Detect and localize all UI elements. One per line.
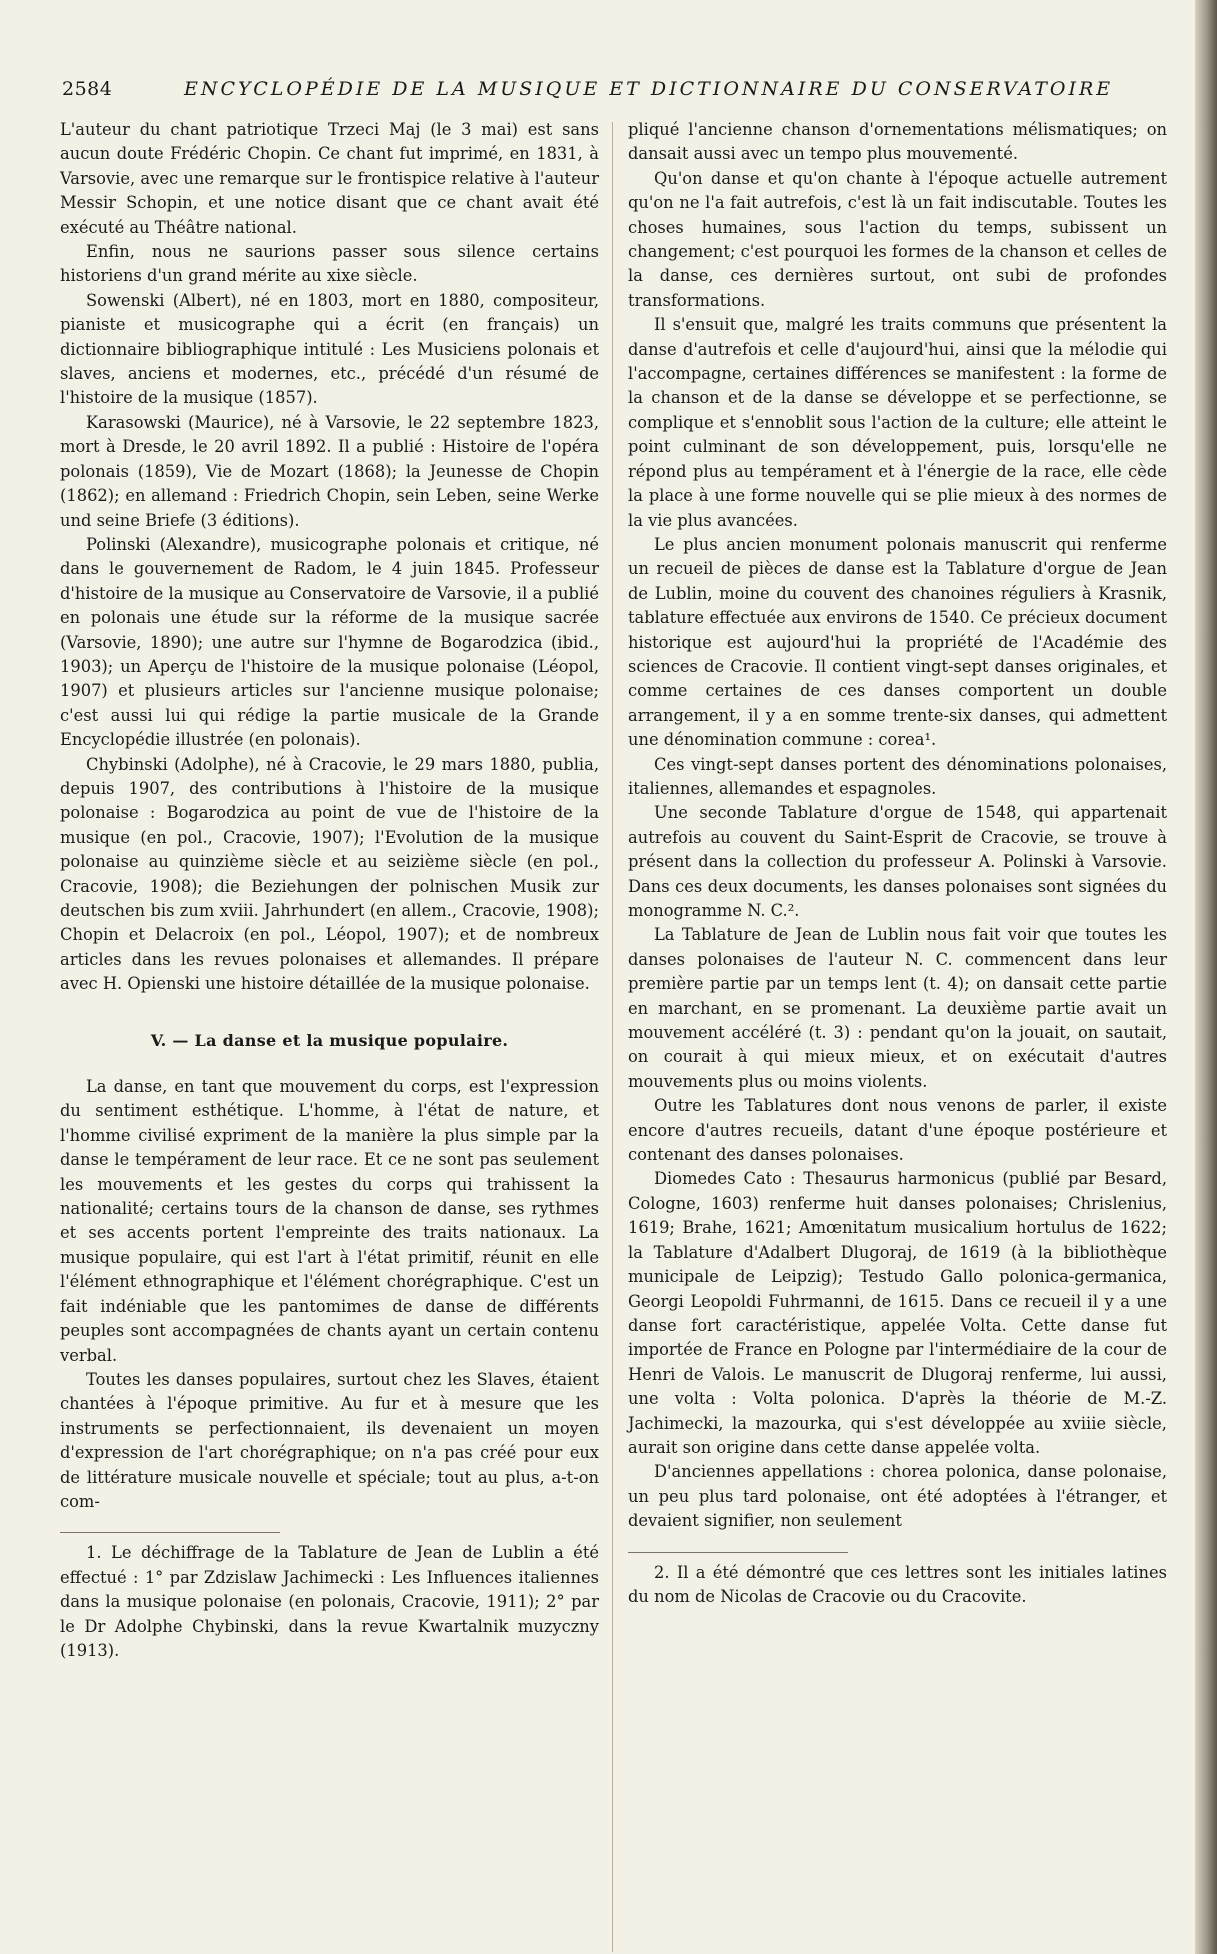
left-column — [60, 118, 599, 1663]
paragraph: Polinski (Alexandre), musicographe polonais et critique, né dans le gouvernement de Radom, le 4 juin 1845. Professeur d'histoire de la musique au Conservatoire de Varsovie, il a publié en polonais une étude sur la réforme de la musique sacrée (Varsovie, 1890); une autre sur l'hymne de Bogarodzica (ibid., 1903); un Aperçu de l'histoire de la musique polonaise (Léopol, 1907) et plusieurs articles sur l'ancienne musique polonaise; c'est aussi lui qui rédige la partie musicale de la Grande Encyclopédie illustrée (en polonais). — [60, 534, 599, 750]
paragraph: pliqué l'ancienne chanson d'ornementations mélismatiques; on dansait aussi avec un tempo plus mouvementé. — [628, 120, 1167, 164]
paragraph: La danse, en tant que mouvement du corps, est l'expression du sentiment esthétique. L'homme, à l'état de nature, et l'homme civilisé expriment de la manière la plus simple par la danse le tempérament de leur race. Et ce ne sont pas seulement les mouvements et les gestes du corps qui trahissent la nationalité; certains tours de la chanson de danse, ses rythmes et ses accents portent l'empreinte des traits nationaux. La musique populaire, qui est l'art à l'état primitif, réunit en elle l'élément ethnographique et l'élément chorégraphique. C'est un fait indéniable que les pantomimes de danse de différents peuples sont accompagnées de chants ayant un certain contenu verbal. — [60, 1077, 599, 1365]
paragraph: Qu'on danse et qu'on chante à l'époque actuelle autrement qu'on ne l'a fait autrefois, c'est là un fait indiscutable. Toutes les choses humaines, sous l'action du temps, subissent un changement; c'est pourquoi les formes de la chanson et celles de la danse, ces dernières surtout, ont subi de profondes transformations. — [628, 168, 1167, 310]
footnote-rule — [628, 1552, 848, 1553]
paragraph: Sowenski (Albert), né en 1803, mort en 1880, compositeur, pianiste et musicographe qui a écrit (en français) un dictionnaire bibliographique intitulé : Les Musiciens polonais et slaves, anciens et modernes, etc., précédé d'un résumé de l'histoire de la musique (1857). — [60, 290, 599, 408]
paragraph: Le plus ancien monument polonais manuscrit qui renferme un recueil de pièces de danse est la Tablature d'orgue de Jean de Lublin, moine du couvent des chanoines réguliers à Krasnik, tablature effectuée aux environs de 1540. Ce précieux document historique est aujourd'hui la propriété de l'Académie des sciences de Cracovie. Il contient vingt-sept danses originales, et comme certaines de ces danses comportent un double arrangement, il y a en somme trente-six danses, qui admettent une dénomination commune : corea¹. — [628, 534, 1167, 750]
paragraph: Toutes les danses populaires, surtout chez les Slaves, étaient chantées à l'époque primitive. Au fur et à mesure que les instruments se perfectionnaient, ils devenaient un moyen d'expression de l'art chorégraphique; on n'a pas créé pour eux de littérature musicale nouvelle et spéciale; tout au plus, a-t-on com- — [60, 1369, 599, 1511]
page-header — [62, 78, 1152, 108]
page-edge-shadow — [1195, 0, 1217, 1954]
paragraph: Enfin, nous ne saurions passer sous silence certains historiens d'un grand mérite au xixe siècle. — [60, 242, 599, 286]
right-column — [628, 118, 1167, 1609]
page-number: 2584 — [62, 78, 113, 100]
footnote: 1. Le déchiffrage de la Tablature de Jean de Lublin a été effectué : 1° par Zdzislaw Jachimecki : Les Influences italiennes dans la musique polonaise (en polonais, Cracovie, 1911); 2° par le Dr Adolphe Chybinski, dans la revue Kwartalnik muzyczny (1913). — [60, 1543, 599, 1660]
paragraph: D'anciennes appellations : chorea polonica, danse polonaise, un peu plus tard polonaise, ont été adoptées à l'étranger, et devaient signifier, non seulement — [628, 1462, 1167, 1531]
running-title: ENCYCLOPÉDIE DE LA MUSIQUE ET DICTIONNAIRE DU CONSERVATOIRE — [184, 78, 1114, 100]
paragraph: Diomedes Cato : Thesaurus harmonicus (publié par Besard, Cologne, 1603) renferme huit danses polonaises; Chrislenius, 1619; Brahe, 1621; Amœnitatum musicalium hortulus de 1622; la Tablature d'Adalbert Dlugoraj, de 1619 (à la bibliothèque municipale de Leipzig); Testudo Gallo polonica-germanica, Georgi Leopoldi Fuhrmanni, de 1615. Dans ce recueil il y a une danse fort caractéristique, appelée Volta. Cette danse fut importée de France en Pologne par l'intermédiaire de la cour de Henri de Valois. Le manuscrit de Dlugoraj renferme, lui aussi, une volta : Volta polonica. D'après la théorie de M.-Z. Jachimecki, la mazourka, qui s'est développée au xviiie siècle, aurait son origine dans cette danse appelée volta. — [628, 1169, 1167, 1457]
paragraph: Karasowski (Maurice), né à Varsovie, le 22 septembre 1823, mort à Dresde, le 20 avril 1892. Il a publié : Histoire de l'opéra polonais (1859), Vie de Mozart (1868); la Jeunesse de Chopin (1862); en allemand : Friedrich Chopin, sein Leben, seine Werke und seine Briefe (3 éditions). — [60, 412, 599, 530]
footnote: 2. Il a été démontré que ces lettres sont les initiales latines du nom de Nicolas de Cracovie ou du Cracovite. — [628, 1562, 1167, 1606]
section-title: V. — La danse et la musique populaire. — [150, 1030, 509, 1050]
paragraph: Chybinski (Adolphe), né à Cracovie, le 29 mars 1880, publia, depuis 1907, des contributions à l'histoire de la musique polonaise : Bogarodzica au point de vue de l'histoire de la musique (en pol., Cracovie, 1907); l'Evolution de la musique polonaise au quinzième siècle et au seizième siècle (en pol., Cracovie, 1908); die Beziehungen der polnischen Musik zur deutschen bis zum xviii. Jahrhundert (en allem., Cracovie, 1908); Chopin et Delacroix (en pol., Léopol, 1907); et de nombreux articles dans les revues polonaises et allemandes. Il prépare avec H. Opienski une histoire détaillée de la musique polonaise. — [60, 754, 599, 994]
paragraph: Une seconde Tablature d'orgue de 1548, qui appartenait autrefois au couvent du Saint-Esprit de Cracovie, se trouve à présent dans la collection du professeur A. Polinski à Varsovie. Dans ces deux documents, les danses polonaises sont signées du monogramme N. C.². — [628, 803, 1167, 920]
paragraph: Ces vingt-sept danses portent des dénominations polonaises, italiennes, allemandes et espagnoles. — [628, 754, 1167, 798]
paragraph: Il s'ensuit que, malgré les traits communs que présentent la danse d'autrefois et celle d'aujourd'hui, ainsi que la mélodie qui l'accompagne, certaines différences se manifestent : la forme de la chanson et de la danse se développe et se perfectionne, se complique et s'ennoblit sous l'action de la culture; elle atteint le point culminant de son développement, puis, lorsqu'elle ne répond plus au tempérament et à l'énergie de la race, elle cède la place à une forme nouvelle qui se plie mieux à des normes de la vie plus avancées. — [628, 315, 1167, 530]
column-divider — [612, 122, 613, 1952]
footnote-rule — [60, 1532, 280, 1533]
paragraph: La Tablature de Jean de Lublin nous fait voir que toutes les danses polonaises de l'auteur N. C. commencent dans leur première partie par un temps lent (t. 4); on dansait cette partie en marchant, en se promenant. La deuxième partie avait un mouvement accéléré (t. 3) : pendant qu'on la jouait, on sautait, on courait à qui mieux mieux, et on exécutait d'autres mouvements plus ou moins violents. — [628, 925, 1167, 1091]
paragraph: Outre les Tablatures dont nous venons de parler, il existe encore d'autres recueils, datant d'une époque postérieure et contenant des danses polonaises. — [628, 1096, 1167, 1165]
paragraph: L'auteur du chant patriotique Trzeci Maj (le 3 mai) est sans aucun doute Frédéric Chopin. Ce chant fut imprimé, en 1831, à Varsovie, avec une remarque sur le frontispice relative à l'auteur Messir Schopin, et une notice disant que ce chant avait été exécuté au Théâtre national. — [60, 120, 599, 237]
